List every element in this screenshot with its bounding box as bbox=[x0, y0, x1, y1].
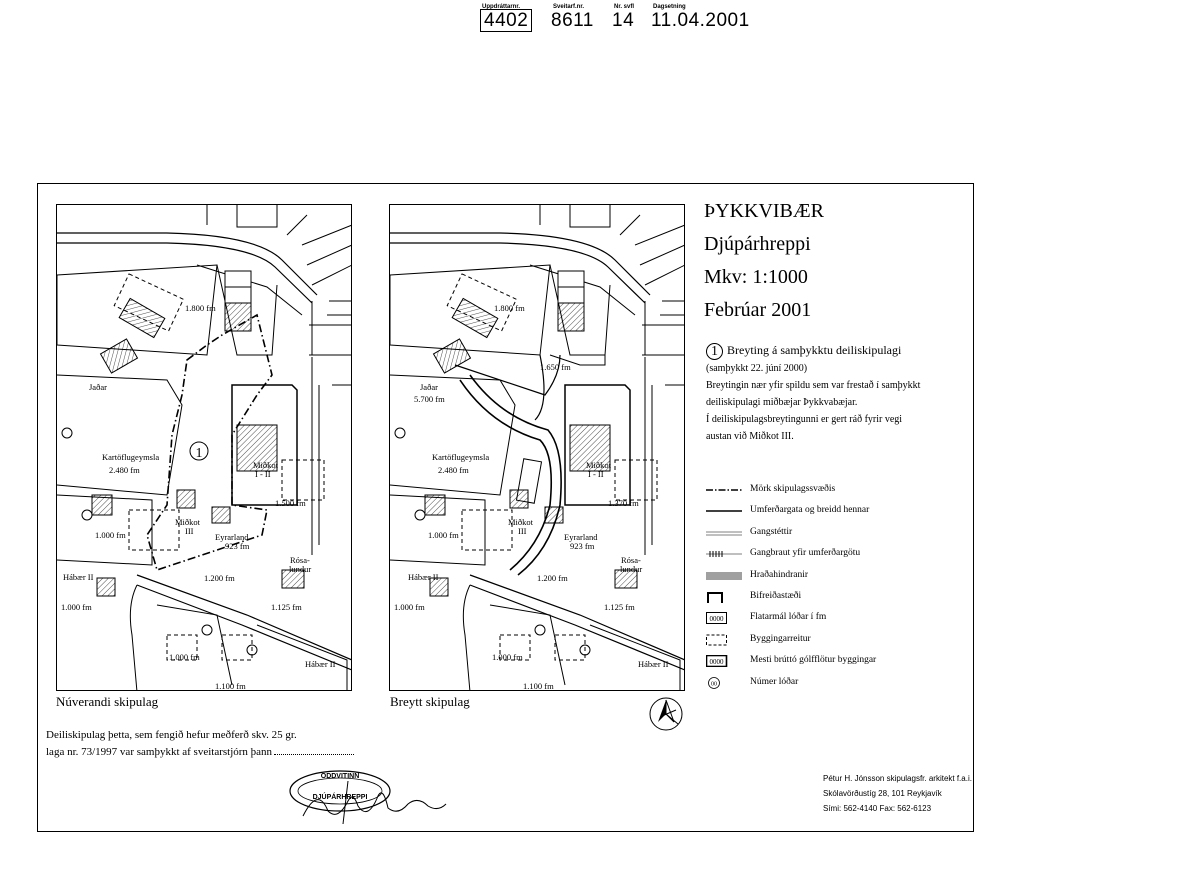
crosswalk-icon bbox=[706, 548, 742, 560]
label-area-1370: 1.370 fm bbox=[608, 498, 639, 508]
north-arrow-icon bbox=[648, 696, 684, 732]
change-heading: Breyting á samþykktu deiliskipulagi bbox=[727, 343, 902, 357]
legend-item bbox=[706, 675, 966, 696]
approval-line-2 bbox=[46, 744, 354, 761]
sveitarfelagsnr-field bbox=[551, 4, 594, 32]
label-eyrarland: Eyrarland bbox=[564, 532, 598, 542]
legend-label: Gangstéttir bbox=[750, 526, 793, 537]
change-note bbox=[706, 342, 956, 445]
label-haboer-2: Hábær II bbox=[305, 659, 336, 669]
legend-label: Mörk skipulagssvæðis bbox=[750, 484, 836, 494]
label-area-1000b: 1.000 fm bbox=[394, 602, 425, 612]
label-jadar-area: 5.700 fm bbox=[414, 394, 445, 404]
label-kartoflugeymsla: Kartöflugeymsla bbox=[432, 452, 490, 462]
floor-area-symbol-text: 0000 bbox=[709, 658, 724, 667]
label-area-1200: 1.200 fm bbox=[204, 573, 235, 583]
label-jadar: Jaðar bbox=[420, 382, 438, 392]
legend-label: Gangbraut yfir umferðargötu bbox=[750, 548, 861, 559]
approval-line-2-text: laga nr. 73/1997 var samþykkt af sveitarstjórn þann bbox=[46, 746, 273, 758]
nr-svfl-field bbox=[612, 4, 634, 32]
label-area-1100: 1.100 fm bbox=[523, 681, 554, 691]
label-rosalundur-2: lundur bbox=[620, 564, 643, 574]
label-kartoflugeymsla: Kartöflugeymsla bbox=[102, 452, 160, 462]
legend-label: Umferðargata og breidd hennar bbox=[750, 505, 870, 516]
building-area-box-icon bbox=[706, 634, 742, 646]
legend-item bbox=[706, 589, 966, 610]
nr-svfl-value: 14 bbox=[612, 10, 635, 31]
title-block bbox=[704, 200, 824, 332]
legend-item bbox=[706, 610, 966, 631]
label-midkot-i-ii: I - II bbox=[255, 469, 271, 479]
label-haboer: Hábær II bbox=[408, 572, 439, 582]
label-midkot-iii: Miðkot bbox=[175, 517, 201, 527]
label-jadar: Jaðar bbox=[89, 382, 107, 392]
legend-label: Bifreiðastæði bbox=[750, 590, 802, 601]
change-line-3: deiliskipulagi miðbæjar Þykkvabæjar. bbox=[706, 397, 858, 409]
label-midkot-iii-num: III bbox=[185, 526, 194, 536]
label-eyrarland-area: 923 fm bbox=[570, 541, 595, 551]
nr-svfl-caption: Nr. svfl bbox=[614, 4, 635, 10]
boundary-line-icon bbox=[706, 484, 742, 496]
legend-label: Hraðahindranir bbox=[750, 569, 809, 580]
uppdrattarnr-field bbox=[480, 4, 532, 32]
label-area-1000: 1.000 fm bbox=[95, 530, 126, 540]
legend-label: Númer lóðar bbox=[750, 676, 799, 687]
dagsetning-field bbox=[651, 4, 750, 32]
label-area-1125: 1.125 fm bbox=[271, 602, 302, 612]
label-area-1200: 1.200 fm bbox=[537, 573, 568, 583]
floor-area-box-icon bbox=[706, 655, 742, 667]
legend-item bbox=[706, 546, 966, 567]
scale-title: Mkv: 1:1000 bbox=[704, 266, 808, 288]
legend-item bbox=[706, 482, 966, 503]
uppdrattarnr-value: 4402 bbox=[480, 9, 532, 32]
stamp-bottom-text: DJÚPÁRHREPPI bbox=[312, 794, 368, 801]
parking-icon bbox=[706, 591, 742, 603]
label-midkot-iii-num: III bbox=[518, 526, 527, 536]
label-area-1000: 1.000 fm bbox=[428, 530, 459, 540]
lot-number-circle-icon bbox=[706, 677, 742, 689]
label-midkot: Miðkot bbox=[586, 460, 612, 470]
signature bbox=[298, 776, 448, 826]
change-number: 1 bbox=[706, 343, 723, 360]
label-midkot-iii: Miðkot bbox=[508, 517, 534, 527]
drawing-frame bbox=[37, 183, 974, 832]
label-area-1000c: 1.000 fm bbox=[169, 652, 200, 662]
label-eyrarland: Eyrarland bbox=[215, 532, 249, 542]
lot-area-symbol-text: 0000 bbox=[709, 615, 724, 624]
label-area-1650: 1.650 fm bbox=[540, 362, 571, 372]
label-haboer: Hábær II bbox=[63, 572, 94, 582]
change-line-4: Í deiliskipulagsbreytingunni er gert ráð fyrir vegi bbox=[706, 414, 903, 426]
label-rosalundur: Rósa- bbox=[621, 555, 641, 565]
road-icon bbox=[706, 505, 742, 517]
sveitarfelagsnr-caption: Sveitarf.nr. bbox=[553, 4, 585, 10]
approval-date-line bbox=[274, 754, 354, 755]
label-area-1800: 1.800 fm bbox=[185, 303, 216, 313]
revised-plan-svg bbox=[390, 205, 685, 691]
architect-footer bbox=[823, 771, 972, 816]
legend-label: Byggingarreitur bbox=[750, 633, 811, 644]
current-plan-caption: Núverandi skipulag bbox=[56, 694, 159, 709]
change-line-2: Breytingin nær yfir spildu sem var frestað í samþykkt bbox=[706, 380, 921, 392]
approval-line-1: Deiliskipulag þetta, sem fengið hefur meðferð skv. 25 gr. bbox=[46, 729, 297, 741]
footer-line-2: Skólavörðustíg 28, 101 Reykjavík bbox=[823, 789, 942, 798]
speed-bump-icon bbox=[706, 570, 742, 582]
legend-item bbox=[706, 525, 966, 546]
label-kartoflugeymsla-area: 2.480 fm bbox=[438, 465, 469, 475]
current-plan-map bbox=[56, 204, 352, 691]
label-haboer-2: Hábær II bbox=[638, 659, 669, 669]
revised-plan-caption: Breytt skipulag bbox=[390, 694, 470, 709]
label-kartoflugeymsla-area: 2.480 fm bbox=[109, 465, 140, 475]
lot-number-symbol-text: 00 bbox=[711, 681, 717, 688]
label-area-1000c: 1.000 fm bbox=[492, 652, 523, 662]
legend-item bbox=[706, 632, 966, 653]
legend-label: Flatarmál lóðar í fm bbox=[750, 612, 827, 623]
place-title: ÞYKKVIBÆR bbox=[704, 200, 825, 222]
date-title: Febrúar 2001 bbox=[704, 299, 812, 321]
current-plan-svg bbox=[57, 205, 352, 691]
label-midkot: Miðkot bbox=[253, 460, 279, 470]
sidewalk-icon bbox=[706, 527, 742, 539]
label-rosalundur-2: lundur bbox=[289, 564, 312, 574]
label-area-1500: 1.500 fm bbox=[275, 498, 306, 508]
legend-item bbox=[706, 503, 966, 524]
change-line-5: austan við Miðkot III. bbox=[706, 431, 794, 443]
approval-text bbox=[46, 727, 354, 761]
label-area-1125: 1.125 fm bbox=[604, 602, 635, 612]
label-eyrarland-area: 923 fm bbox=[225, 541, 250, 551]
label-area-1800: 1.800 fm bbox=[494, 303, 525, 313]
uppdrattarnr-caption: Uppdráttarnr. bbox=[482, 4, 521, 10]
dagsetning-caption: Dagsetning bbox=[653, 4, 686, 10]
change-line-1: (samþykkt 22. júní 2000) bbox=[706, 363, 808, 375]
label-area-1100: 1.100 fm bbox=[215, 681, 246, 691]
legend-label: Mesti brúttó gólfflötur byggingar bbox=[750, 655, 877, 666]
sveitarfelagsnr-value: 8611 bbox=[551, 10, 594, 31]
label-midkot-i-ii: I - II bbox=[588, 469, 604, 479]
plan-area-number: 1 bbox=[195, 446, 203, 461]
revised-plan-map bbox=[389, 204, 685, 691]
footer-line-3: Sími: 562-4140 Fax: 562-6123 bbox=[823, 804, 932, 813]
legend bbox=[706, 482, 966, 696]
legend-item bbox=[706, 653, 966, 674]
stamp-top-text: ODDVITINN bbox=[320, 773, 360, 780]
label-area-1000b: 1.000 fm bbox=[61, 602, 92, 612]
municipality-title: Djúpárhreppi bbox=[704, 233, 811, 255]
label-rosalundur: Rósa- bbox=[290, 555, 310, 565]
lot-area-box-icon bbox=[706, 612, 742, 624]
legend-item bbox=[706, 568, 966, 589]
dagsetning-value: 11.04.2001 bbox=[651, 10, 750, 31]
footer-line-1: Pétur H. Jónsson skipulagsfr. arkitekt f.a.i. bbox=[823, 774, 972, 783]
